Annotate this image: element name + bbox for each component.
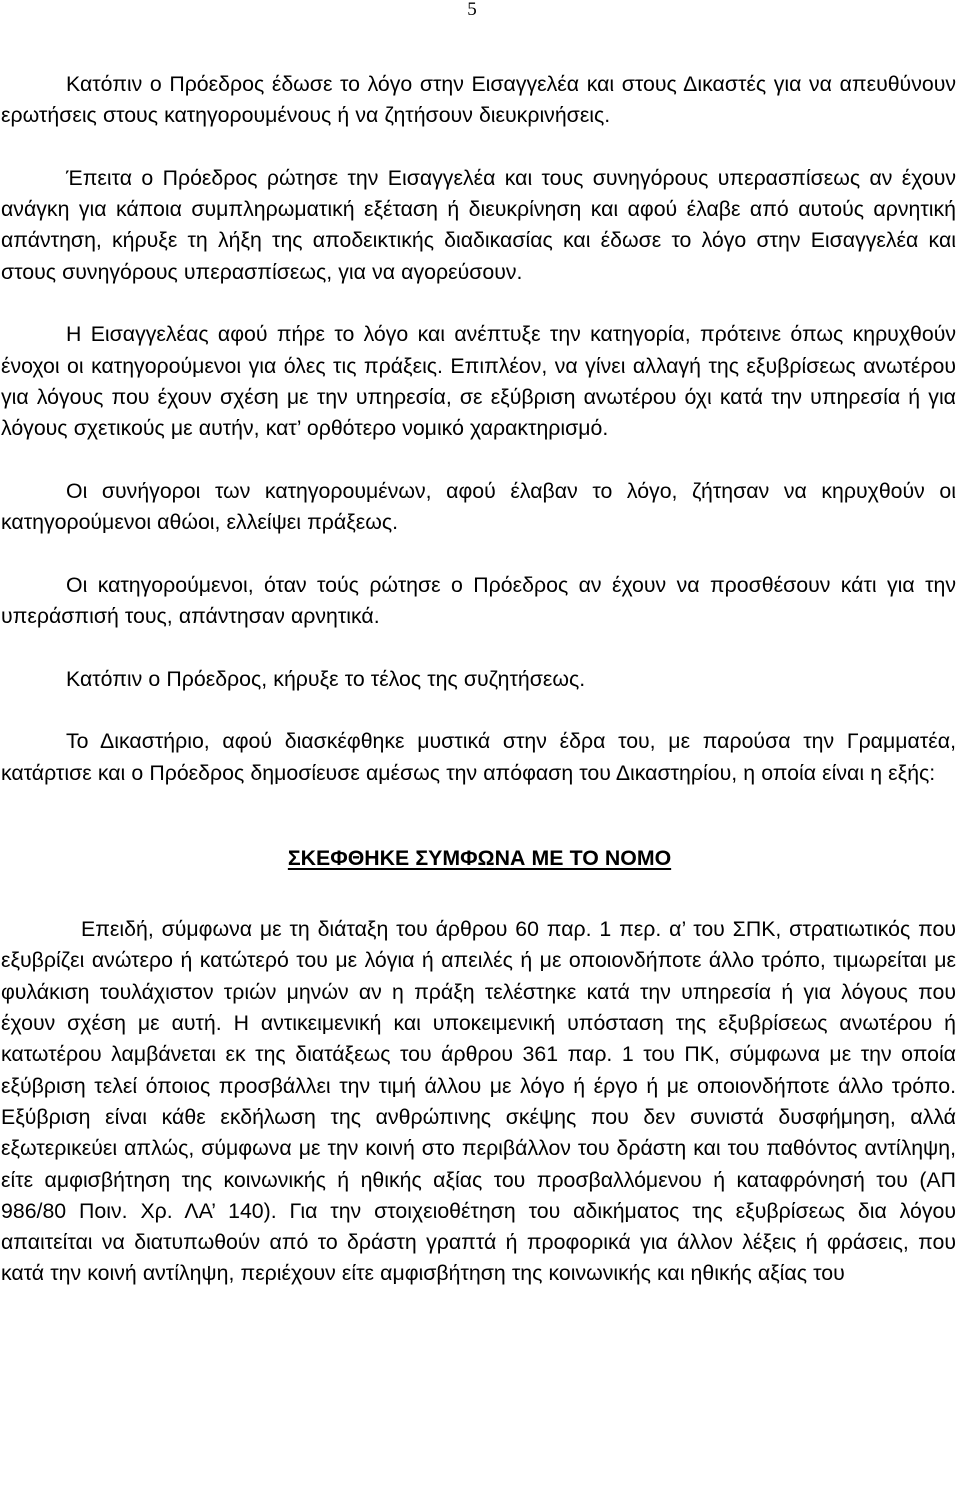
paragraph-questions: Κατόπιν ο Πρόεδρος έδωσε το λόγο στην Εισαγγελέα και στους Δικαστές για να απευθύνουν ερωτήσεις στους κατηγορουμένους ή να ζητήσουν διευκρινήσεις.: [1, 72, 956, 128]
paragraph-court-deliberation: Το Δικαστήριο, αφού διασκέφθηκε μυστικά στην έδρα του, με παρούσα την Γραμματέα, κατάρτισε και ο Πρόεδρος δημοσίευσε αμέσως την απόφαση του Δικαστηρίου, η οποία είναι η εξής:: [1, 729, 956, 785]
document-body: [1, 69, 956, 1290]
paragraph-prosecutor-proposal: Η Εισαγγελέας αφού πήρε το λόγο και ανέπτυξε την κατηγορία, πρότεινε όπως κηρυχθούν ένοχοι οι κατηγορούμενοι για όλες τις πράξεις. Επιπλέον, να γίνει αλλαγή της εξυβρίσεως ανωτέρου για λόγους που έχουν σχέση με την υπηρεσία, σε εξύβριση ανωτέρου όχι κατά την υπηρεσία ή για λόγους σχετικούς με αυτήν, κατ’ ορθότερο νομικό χαρακτηρισμό.: [1, 322, 956, 441]
paragraph-legal-reasoning: Επειδή, σύμφωνα με τη διάταξη του άρθρου 60 παρ. 1 περ. α’ του ΣΠΚ, στρατιωτικός που εξυβρίζει ανώτερο ή κατώτερό του με λόγια ή απειλές ή με οποιονδήποτε άλλο τρόπο, τιμωρείται με φυλάκιση τουλάχιστον τριών μηνών αν η πράξη τελέστηκε κατά την υπηρεσία ή για λόγους που έχουν σχέση με αυτή. Η αντικειμενική και υποκειμενική υπόσταση της εξυβρίσεως ανωτέρου ή κατωτέρου λαμβάνεται εκ της διατάξεως του άρθρου 361 παρ. 1 του ΠΚ, σύμφωνα με την οποία εξύβριση τελεί όποιος προσβάλλει την τιμή άλλου με λόγο ή έργο ή με οποιονδήποτε άλλο τρόπο. Εξύβριση είναι κάθε εκδήλωση της ανθρώπινης σκέψης που δεν συνιστά δυσφήμηση, αλλά εξωτερικεύει απλώς, σύμφωνα με την κοινή στο περιβάλλον του δράστη και του παθόντος αντίληψη, είτε αμφισβήτηση της κοινωνικής ή ηθικής αξίας του προσβαλλόμενου ή καταφρόνησή του (ΑΠ 986/80 Ποιν. Χρ. ΛΑ’ 140). Για την στοιχειοθέτηση του αδικήματος της εξυβρίσεως δια λόγου απαιτείται να διατυπωθούν από το δράστη γραπτά ή προφορικά για άλλον λέξεις ή φράσεις, που κατά την κοινή αντίληψη, περιέχουν είτε αμφισβήτηση της κοινωνικής και ηθικής αξίας του: [1, 917, 956, 1286]
page-number: 5: [467, 0, 477, 20]
section-heading: ΣΚΕΦΘΗΚΕ ΣΥΜΦΩΝΑ ΜΕ ΤΟ ΝΟΜΟ: [287, 845, 672, 870]
paragraph-end-of-discussion: Κατόπιν ο Πρόεδρος, κήρυξε το τέλος της συζητήσεως.: [66, 666, 586, 691]
paragraph-end-of-evidence: Έπειτα ο Πρόεδρος ρώτησε την Εισαγγελέα και τους συνηγόρους υπερασπίσεως αν έχουν ανάγκη για κάποια συμπληρωματική εξέταση ή διευκρίνηση και αφού έλαβε από αυτούς αρνητική απάντηση, κήρυξε τη λήξη της αποδεικτικής διαδικασίας και έδωσε το λόγο στην Εισαγγελέα και στους συνηγόρους υπερασπίσεως, για να αγορεύσουν.: [1, 165, 956, 284]
paragraph-defendants-answer: Οι κατηγορούμενοι, όταν τούς ρώτησε ο Πρόεδρος αν έχουν να προσθέσουν κάτι για την υπεράσπισή τους, απάντησαν αρνητικά.: [1, 572, 956, 629]
paragraph-defense-request: Οι συνήγοροι των κατηγορουμένων, αφού έλαβαν το λόγο, ζήτησαν να κηρυχθούν οι κατηγορούμενοι αθώοι, ελλείψει πράξεως.: [1, 478, 956, 535]
